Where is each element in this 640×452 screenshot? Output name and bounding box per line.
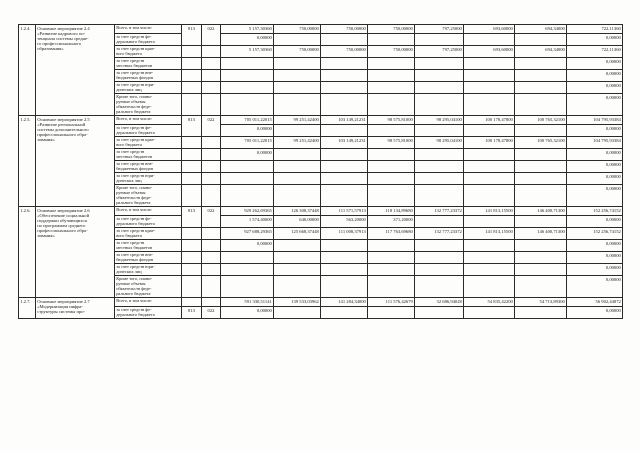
amount-cell [321, 264, 368, 276]
amount-cell [274, 252, 321, 264]
rz-code: 022 [202, 116, 221, 137]
amount-cell [274, 82, 321, 94]
funding-source-label: за счет средств юри- дических лиц [115, 173, 182, 185]
funding-source-label: за счет средств вне- бюджетных фондов [115, 161, 182, 173]
amount-cell: 927 688,29365 [221, 228, 274, 240]
amount-cell: 929 262,69365 [221, 207, 274, 216]
table-row [19, 116, 623, 125]
amount-cell [464, 82, 515, 94]
funding-source-label: за счет средств юри- дических лиц [115, 264, 182, 276]
amount-cell [274, 264, 321, 276]
amount-cell [274, 185, 321, 207]
amount-cell [274, 149, 321, 161]
amount-cell: 0,00000 [567, 94, 623, 116]
amount-cell: 750,00000 [274, 25, 321, 34]
amount-cell [321, 185, 368, 207]
amount-cell [368, 125, 415, 137]
amount-cell [321, 94, 368, 116]
amount-cell: 0,00000 [567, 252, 623, 264]
amount-cell [368, 94, 415, 116]
amount-cell: 705 011,22015 [221, 116, 274, 125]
amount-cell [415, 34, 464, 46]
grbs-code [182, 298, 202, 307]
amount-cell [321, 307, 368, 319]
rz-code [202, 264, 221, 276]
amount-cell: 54 835,42200 [464, 298, 515, 307]
amount-cell [221, 264, 274, 276]
amount-cell [515, 58, 567, 70]
table-row [19, 25, 623, 34]
amount-cell: 0,00000 [567, 70, 623, 82]
activity-name: Основное мероприятие 2.7 «Модернизация инфра- структуры системы про- [36, 298, 115, 319]
amount-cell: 750,00000 [368, 25, 415, 34]
amount-cell: 141 813,15500 [464, 207, 515, 216]
item-number: 1.2.6. [19, 207, 36, 298]
amount-cell: 118 134,89680 [368, 207, 415, 216]
amount-cell: 117 763,69680 [368, 228, 415, 240]
funding-source-label: за счет средств крае- вого бюджета [115, 137, 182, 149]
amount-cell [321, 240, 368, 252]
grbs-code [182, 82, 202, 94]
amount-cell: 0,00000 [567, 161, 623, 173]
amount-cell: 750,00000 [321, 46, 368, 58]
amount-cell: 111 571,57913 [321, 207, 368, 216]
activity-name: Основное мероприятие 2.4 «Развитие кадрового по- тенциала системы средне- го профессионального образования» [36, 25, 115, 116]
amount-cell [415, 58, 464, 70]
amount-cell: 0,00000 [567, 149, 623, 161]
amount-cell: 722,11360 [567, 46, 623, 58]
rz-code [202, 298, 221, 307]
amount-cell [415, 161, 464, 173]
amount-cell [221, 70, 274, 82]
amount-cell: 54 713,89300 [515, 298, 567, 307]
amount-cell: 104 795,93384 [567, 137, 623, 149]
amount-cell [368, 58, 415, 70]
rz-code: 022 [202, 25, 221, 46]
amount-cell [515, 94, 567, 116]
rz-code: 022 [202, 307, 221, 319]
amount-cell [321, 276, 368, 298]
amount-cell: 0,00000 [567, 240, 623, 252]
amount-cell: 797,25000 [415, 46, 464, 58]
amount-cell [515, 82, 567, 94]
rz-code [202, 252, 221, 264]
grbs-code [182, 240, 202, 252]
amount-cell: 98 575,81000 [368, 137, 415, 149]
amount-cell [415, 149, 464, 161]
amount-cell: 0,00000 [567, 34, 623, 46]
amount-cell [321, 252, 368, 264]
amount-cell [515, 240, 567, 252]
funding-source-label: за счет средств фе- дерального бюджета [115, 125, 182, 137]
rz-code [202, 70, 221, 82]
amount-cell [415, 125, 464, 137]
rz-code [202, 240, 221, 252]
amount-cell: 705 011,22015 [221, 137, 274, 149]
amount-cell: 5 157,30360 [221, 46, 274, 58]
grbs-code [182, 228, 202, 240]
amount-cell [274, 161, 321, 173]
amount-cell [415, 82, 464, 94]
amount-cell: 141 813,15500 [464, 228, 515, 240]
amount-cell [415, 185, 464, 207]
rz-code [202, 276, 221, 298]
amount-cell [464, 185, 515, 207]
amount-cell [274, 34, 321, 46]
table-row [19, 207, 623, 216]
item-number: 1.2.4. [19, 25, 36, 116]
amount-cell: 100 765,32100 [515, 137, 567, 149]
rz-code [202, 161, 221, 173]
rz-code [202, 137, 221, 149]
grbs-code [182, 276, 202, 298]
amount-cell: 693,60000 [464, 25, 515, 34]
grbs-code: 813 [182, 207, 202, 228]
rz-code [202, 94, 221, 116]
amount-cell [464, 252, 515, 264]
amount-cell: 103 149,21231 [321, 116, 368, 125]
amount-cell [221, 185, 274, 207]
amount-cell [274, 307, 321, 319]
amount-cell [415, 216, 464, 228]
amount-cell [368, 307, 415, 319]
amount-cell [515, 161, 567, 173]
amount-cell [464, 125, 515, 137]
amount-cell: 0,00000 [567, 185, 623, 207]
amount-cell [321, 70, 368, 82]
amount-cell [415, 276, 464, 298]
amount-cell [274, 276, 321, 298]
amount-cell: 0,00000 [221, 240, 274, 252]
rz-code: 022 [202, 207, 221, 228]
amount-cell: 0,00000 [567, 307, 623, 319]
amount-cell [415, 70, 464, 82]
funding-source-label: за счет средств крае- вого бюджета [115, 46, 182, 58]
amount-cell [368, 276, 415, 298]
amount-cell: 0,00000 [221, 307, 274, 319]
funding-source-label: Кроме того, плани- руемые объемы обязательств феде- рального бюджета [115, 94, 182, 116]
funding-source-label: за счет средств юри- дических лиц [115, 82, 182, 94]
funding-source-label: за счет средств фе- дерального бюджета [115, 216, 182, 228]
amount-cell [221, 252, 274, 264]
rz-code [202, 46, 221, 58]
amount-cell: 141 284,34000 [321, 298, 368, 307]
grbs-code [182, 185, 202, 207]
amount-cell [368, 70, 415, 82]
amount-cell: 1 574,40000 [221, 216, 274, 228]
amount-cell [368, 34, 415, 46]
amount-cell: 100 765,32100 [515, 116, 567, 125]
item-number: 1.2.7. [19, 298, 36, 319]
amount-cell: 146 400,71300 [515, 207, 567, 216]
amount-cell [321, 161, 368, 173]
amount-cell [464, 173, 515, 185]
amount-cell [368, 149, 415, 161]
budget-table-body [19, 25, 623, 319]
funding-source-label: Всего, в том числе: [115, 25, 182, 34]
rz-code [202, 228, 221, 240]
amount-cell [321, 125, 368, 137]
activity-name: Основное мероприятие 2.5 «Развитие региональной системы дополнительного профессионального обра- зования» [36, 116, 115, 207]
amount-cell [221, 276, 274, 298]
amount-cell: 591 330,51141 [221, 298, 274, 307]
amount-cell [368, 252, 415, 264]
amount-cell: 103 149,21231 [321, 137, 368, 149]
amount-cell [368, 161, 415, 173]
amount-cell [274, 58, 321, 70]
amount-cell [515, 149, 567, 161]
amount-cell: 111 008,37913 [321, 228, 368, 240]
amount-cell: 98 295,04100 [415, 116, 464, 125]
amount-cell [415, 94, 464, 116]
amount-cell [415, 307, 464, 319]
grbs-code: 813 [182, 116, 202, 137]
grbs-code: 813 [182, 25, 202, 46]
grbs-code [182, 137, 202, 149]
amount-cell [221, 82, 274, 94]
amount-cell: 152 256,74152 [567, 228, 623, 240]
amount-cell [321, 82, 368, 94]
grbs-code [182, 70, 202, 82]
grbs-code [182, 58, 202, 70]
amount-cell [515, 252, 567, 264]
funding-source-label: за счет средств местных бюджетов [115, 149, 182, 161]
activity-name: Основное мероприятие 2.6 «Обеспечение социальной поддержки обучающихся по программам среднего профессионального обра- зования» [36, 207, 115, 298]
amount-cell: 0,00000 [567, 276, 623, 298]
amount-cell [221, 173, 274, 185]
amount-cell: 100 178,47800 [464, 137, 515, 149]
amount-cell [464, 276, 515, 298]
amount-cell [464, 240, 515, 252]
amount-cell [368, 240, 415, 252]
table-row [19, 298, 623, 307]
amount-cell: 56 902,44872 [567, 298, 623, 307]
amount-cell: 146 400,71300 [515, 228, 567, 240]
rz-code [202, 185, 221, 207]
amount-cell [221, 161, 274, 173]
amount-cell: 640,00000 [274, 216, 321, 228]
grbs-code [182, 252, 202, 264]
rz-code [202, 149, 221, 161]
amount-cell: 139 533,03962 [274, 298, 321, 307]
amount-cell [515, 216, 567, 228]
amount-cell: 152 256,74152 [567, 207, 623, 216]
amount-cell [515, 307, 567, 319]
amount-cell: 99 251,42400 [274, 137, 321, 149]
funding-source-label: Всего, в том числе: [115, 298, 182, 307]
amount-cell [321, 149, 368, 161]
grbs-code: 813 [182, 307, 202, 319]
funding-source-label: за счет средств фе- дерального бюджета [115, 34, 182, 46]
amount-cell [368, 185, 415, 207]
rz-code [202, 173, 221, 185]
amount-cell [415, 173, 464, 185]
amount-cell [464, 307, 515, 319]
amount-cell: 797,25000 [415, 25, 464, 34]
budget-table [18, 24, 623, 319]
funding-source-label: Всего, в том числе: [115, 207, 182, 216]
amount-cell [464, 216, 515, 228]
grbs-code [182, 173, 202, 185]
amount-cell [515, 276, 567, 298]
amount-cell [464, 161, 515, 173]
amount-cell: 0,00000 [567, 82, 623, 94]
amount-cell [515, 34, 567, 46]
amount-cell [321, 58, 368, 70]
amount-cell: 98 295,04100 [415, 137, 464, 149]
grbs-code [182, 161, 202, 173]
amount-cell [515, 173, 567, 185]
amount-cell [515, 264, 567, 276]
amount-cell: 104 795,93384 [567, 116, 623, 125]
funding-source-label: за счет средств фе- дерального бюджета [115, 307, 182, 319]
amount-cell: 693,60000 [464, 46, 515, 58]
amount-cell: 0,00000 [567, 264, 623, 276]
amount-cell: 0,00000 [221, 125, 274, 137]
amount-cell [464, 149, 515, 161]
funding-source-label: Всего, в том числе: [115, 116, 182, 125]
amount-cell [464, 94, 515, 116]
amount-cell: 0,00000 [567, 173, 623, 185]
amount-cell [274, 125, 321, 137]
grbs-code [182, 264, 202, 276]
amount-cell [321, 173, 368, 185]
amount-cell [464, 264, 515, 276]
amount-cell: 125 668,37448 [274, 228, 321, 240]
amount-cell: 722,11360 [567, 25, 623, 34]
amount-cell [221, 94, 274, 116]
amount-cell: 694,34000 [515, 25, 567, 34]
grbs-code [182, 46, 202, 58]
amount-cell: 563,20000 [321, 216, 368, 228]
amount-cell: 100 178,47800 [464, 116, 515, 125]
amount-cell: 694,34000 [515, 46, 567, 58]
amount-cell: 126 308,37448 [274, 207, 321, 216]
amount-cell: 32 686,94028 [415, 298, 464, 307]
amount-cell [368, 82, 415, 94]
amount-cell: 750,00000 [274, 46, 321, 58]
amount-cell [515, 125, 567, 137]
amount-cell [415, 252, 464, 264]
funding-source-label: за счет средств крае- вого бюджета [115, 228, 182, 240]
amount-cell: 0,00000 [567, 58, 623, 70]
rz-code [202, 82, 221, 94]
amount-cell [464, 34, 515, 46]
amount-cell [515, 70, 567, 82]
amount-cell: 0,00000 [567, 125, 623, 137]
funding-source-label: за счет средств местных бюджетов [115, 240, 182, 252]
funding-source-label: Кроме того, плани- руемые объемы обязательств феде- рального бюджета [115, 185, 182, 207]
grbs-code [182, 94, 202, 116]
funding-source-label: за счет средств местных бюджетов [115, 58, 182, 70]
item-number: 1.2.5. [19, 116, 36, 207]
amount-cell [221, 58, 274, 70]
amount-cell [321, 34, 368, 46]
amount-cell [515, 185, 567, 207]
amount-cell: 132 777,23372 [415, 228, 464, 240]
amount-cell [415, 240, 464, 252]
funding-source-label: Кроме того, плани- руемые объемы обязательств феде- рального бюджета [115, 276, 182, 298]
amount-cell: 750,00000 [368, 46, 415, 58]
amount-cell [274, 173, 321, 185]
amount-cell: 0,00000 [567, 216, 623, 228]
amount-cell [368, 173, 415, 185]
amount-cell [368, 264, 415, 276]
amount-cell [274, 70, 321, 82]
funding-source-label: за счет средств вне- бюджетных фондов [115, 70, 182, 82]
amount-cell: 132 777,23372 [415, 207, 464, 216]
amount-cell: 5 157,30360 [221, 25, 274, 34]
amount-cell: 371,20000 [368, 216, 415, 228]
amount-cell [464, 70, 515, 82]
amount-cell: 99 251,42400 [274, 116, 321, 125]
funding-source-label: за счет средств вне- бюджетных фондов [115, 252, 182, 264]
amount-cell: 98 575,81000 [368, 116, 415, 125]
amount-cell [274, 240, 321, 252]
amount-cell: 0,00000 [221, 34, 274, 46]
amount-cell [274, 94, 321, 116]
amount-cell [464, 58, 515, 70]
amount-cell [415, 264, 464, 276]
grbs-code [182, 149, 202, 161]
amount-cell: 111 576,42679 [368, 298, 415, 307]
amount-cell: 750,00000 [321, 25, 368, 34]
amount-cell: 0,00000 [221, 149, 274, 161]
rz-code [202, 58, 221, 70]
